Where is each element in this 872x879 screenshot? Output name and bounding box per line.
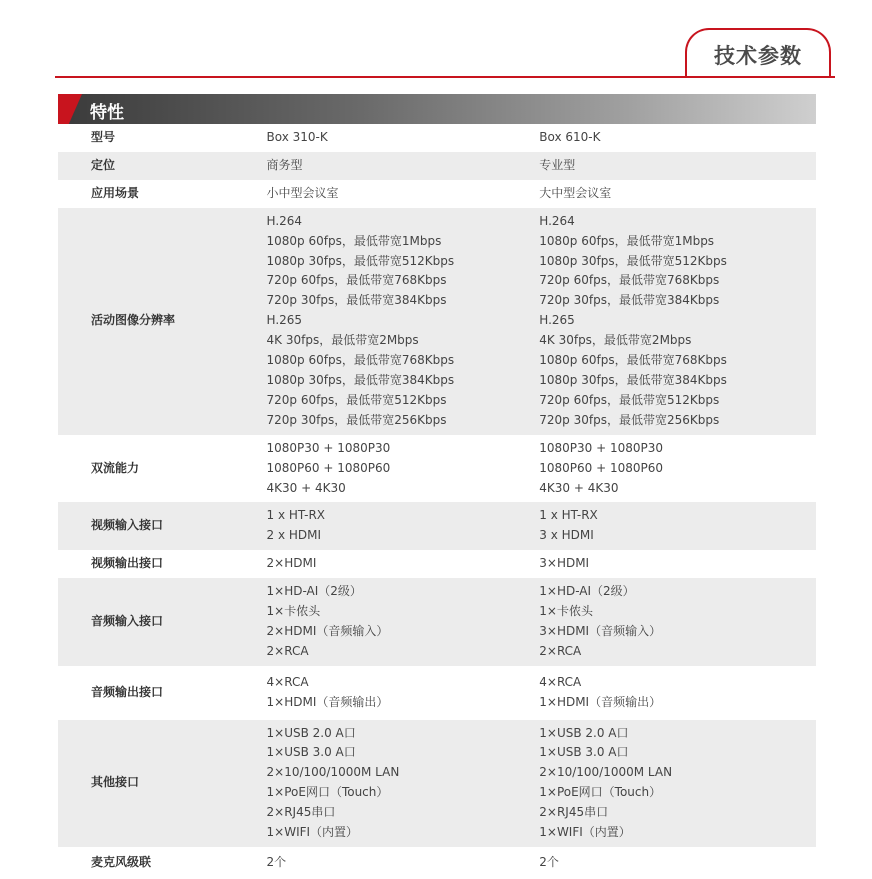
spec-value-line: 4K 30fps，最低带宽2Mbps xyxy=(539,333,692,348)
spec-value-box-310k xyxy=(266,550,540,578)
section-title-tab xyxy=(685,28,831,78)
spec-value-line: 2×10/100/1000M LAN xyxy=(266,765,400,780)
spec-value-line: 2个 xyxy=(539,855,559,869)
spec-value-box-610k xyxy=(539,435,816,503)
spec-value-box-610k xyxy=(539,666,816,720)
spec-value-line: 4K 30fps，最低带宽2Mbps xyxy=(266,333,419,348)
spec-row xyxy=(58,847,816,879)
title-divider xyxy=(55,76,835,78)
spec-label: 麦克风级联 xyxy=(91,855,152,869)
spec-value-line: 720p 30fps，最低带宽384Kbps xyxy=(266,293,447,308)
spec-value-box-310k xyxy=(266,124,540,152)
spec-value-line: 2×10/100/1000M LAN xyxy=(539,765,673,780)
spec-value-line: 1×USB 2.0 A口 xyxy=(266,725,356,740)
spec-value-line: Box 610-K xyxy=(539,130,601,144)
spec-value-line: H.264 xyxy=(266,213,303,228)
spec-value-line: 720p 60fps，最低带宽512Kbps xyxy=(266,392,447,407)
spec-label: 音频输入接口 xyxy=(58,578,266,666)
spec-value-box-310k xyxy=(266,720,540,847)
spec-label: 双流能力 xyxy=(91,460,140,475)
spec-value-box-610k xyxy=(539,208,816,435)
spec-value-line: 2×RJ45串口 xyxy=(266,805,336,820)
spec-value-line: 2 x HDMI xyxy=(266,528,322,543)
spec-value-line: Box 310-K xyxy=(266,130,328,144)
spec-value-box-310k xyxy=(266,578,540,666)
spec-value-line: 1080P30 + 1080P30 xyxy=(539,440,664,455)
spec-value-line: 小中型会议室 xyxy=(266,185,339,200)
spec-value-box-310k xyxy=(266,180,540,208)
spec-label: 定位 xyxy=(58,152,266,180)
spec-row xyxy=(58,578,816,666)
spec-value-line: 1×WIFI（内置） xyxy=(266,825,359,840)
spec-value-line: 1080p 60fps，最低带宽768Kbps xyxy=(539,353,727,368)
spec-row xyxy=(58,550,816,578)
spec-row xyxy=(58,152,816,180)
spec-label: 音频输出接口 xyxy=(91,684,164,699)
spec-label: 视频输入接口 xyxy=(58,502,266,550)
spec-row xyxy=(58,502,816,550)
spec-value-line: 2×HDMI xyxy=(266,556,317,571)
spec-value-line: 720p 60fps，最低带宽768Kbps xyxy=(266,273,447,288)
spec-value-line: 3 x HDMI xyxy=(539,528,594,543)
spec-value-line: 1×卡侬头 xyxy=(266,604,321,619)
spec-value-line: 720p 30fps，最低带宽256Kbps xyxy=(266,412,447,427)
spec-label: 型号 xyxy=(91,130,116,144)
spec-value-line: 1080P60 + 1080P60 xyxy=(266,460,391,475)
spec-value-line: 1080p 30fps，最低带宽512Kbps xyxy=(266,253,455,268)
spec-value-line: 1×HDMI（音频输出） xyxy=(266,694,389,709)
features-header-label: 特性 xyxy=(90,103,124,123)
spec-row xyxy=(58,666,816,720)
spec-value-line: 1 x HT-RX xyxy=(266,508,326,523)
spec-value-line: 2个 xyxy=(266,855,287,869)
spec-row xyxy=(58,435,816,503)
spec-value-line: 720p 30fps，最低带宽256Kbps xyxy=(539,412,720,427)
spec-row xyxy=(58,720,816,847)
spec-value-line: 1 x HT-RX xyxy=(539,508,598,523)
spec-value-box-310k xyxy=(266,502,540,550)
spec-value-line: 4K30 + 4K30 xyxy=(266,480,346,495)
spec-value-line: 2×HDMI（音频输入） xyxy=(266,623,389,638)
spec-value-line: 1×PoE网口（Touch） xyxy=(266,785,389,800)
spec-table xyxy=(58,124,816,879)
spec-value-line: 商务型 xyxy=(266,157,303,172)
spec-value-line: 1080P60 + 1080P60 xyxy=(539,460,664,475)
spec-value-line: 1080p 30fps，最低带宽384Kbps xyxy=(539,372,727,387)
spec-value-box-610k xyxy=(539,578,816,666)
spec-value-line: 1080p 30fps，最低带宽384Kbps xyxy=(266,372,455,387)
spec-row xyxy=(58,208,816,435)
spec-value-line: 1×USB 3.0 A口 xyxy=(266,745,356,760)
spec-value-box-310k xyxy=(266,208,540,435)
spec-row xyxy=(58,180,816,208)
spec-value-line: H.265 xyxy=(266,313,303,328)
spec-value-box-610k xyxy=(539,847,816,879)
spec-label: 视频输出接口 xyxy=(91,556,164,571)
features-header-bar xyxy=(58,94,816,124)
spec-row xyxy=(58,124,816,152)
spec-value-box-610k xyxy=(539,550,816,578)
spec-value-box-310k xyxy=(266,847,540,879)
spec-value-line: 专业型 xyxy=(539,157,576,172)
spec-value-line: 1×HD-AI（2级） xyxy=(539,584,635,599)
spec-value-line: 1×USB 2.0 A口 xyxy=(539,725,629,740)
spec-label: 应用场景 xyxy=(91,185,140,200)
spec-value-line: 1×USB 3.0 A口 xyxy=(539,745,629,760)
spec-value-line: 720p 30fps，最低带宽384Kbps xyxy=(539,293,720,308)
spec-value-line: 720p 60fps，最低带宽768Kbps xyxy=(539,273,720,288)
spec-value-line: 2×RCA xyxy=(266,643,309,658)
spec-value-line: 3×HDMI（音频输入） xyxy=(539,623,662,638)
spec-value-line: 1080p 60fps，最低带宽1Mbps xyxy=(266,233,442,248)
spec-value-line: 4×RCA xyxy=(539,674,582,689)
spec-label: 其他接口 xyxy=(58,720,266,847)
spec-value-box-610k xyxy=(539,152,816,180)
spec-value-line: 1×卡侬头 xyxy=(539,604,593,619)
spec-value-box-310k xyxy=(266,152,540,180)
spec-value-box-310k xyxy=(266,666,540,720)
spec-value-line: 1080P30 + 1080P30 xyxy=(266,440,391,455)
spec-value-line: 2×RJ45串口 xyxy=(539,805,609,820)
spec-value-box-610k xyxy=(539,124,816,152)
spec-value-line: 720p 60fps，最低带宽512Kbps xyxy=(539,392,720,407)
spec-value-line: 1080p 60fps，最低带宽1Mbps xyxy=(539,233,715,248)
spec-value-line: 3×HDMI xyxy=(539,556,590,571)
spec-value-line: H.265 xyxy=(539,313,575,328)
spec-value-line: 1×PoE网口（Touch） xyxy=(539,785,662,800)
spec-label: 活动图像分辨率 xyxy=(58,208,266,435)
spec-value-line: 2×RCA xyxy=(539,643,582,658)
spec-value-line: 4K30 + 4K30 xyxy=(539,480,619,495)
spec-value-line: 1×HD-AI（2级） xyxy=(266,584,362,599)
spec-value-line: 4×RCA xyxy=(266,674,309,689)
spec-value-box-610k xyxy=(539,720,816,847)
spec-value-line: H.264 xyxy=(539,213,575,228)
spec-value-line: 1×HDMI（音频输出） xyxy=(539,694,662,709)
spec-value-box-310k xyxy=(266,435,540,503)
spec-value-box-610k xyxy=(539,502,816,550)
spec-value-line: 1080p 60fps，最低带宽768Kbps xyxy=(266,353,455,368)
spec-value-line: 1080p 30fps，最低带宽512Kbps xyxy=(539,253,727,268)
section-title: 技术参数 xyxy=(714,44,802,68)
spec-value-box-610k xyxy=(539,180,816,208)
spec-value-line: 大中型会议室 xyxy=(539,185,612,200)
spec-value-line: 1×WIFI（内置） xyxy=(539,825,631,840)
